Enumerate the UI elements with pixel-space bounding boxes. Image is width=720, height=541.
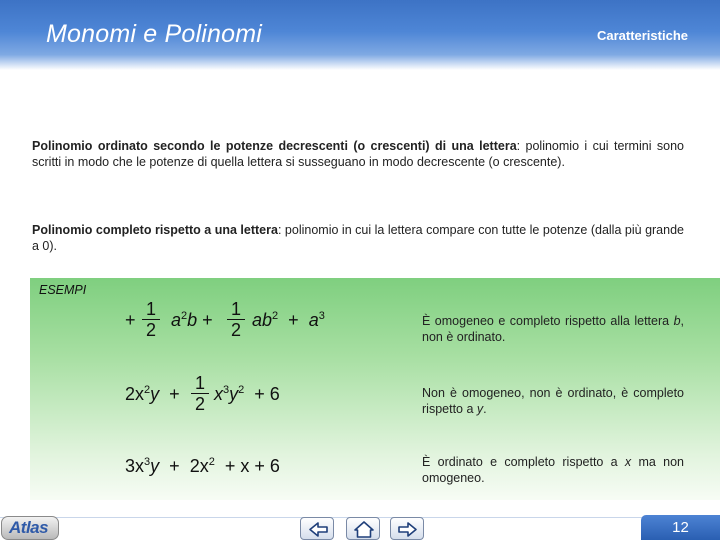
- header: [0, 0, 720, 70]
- definition-term: Polinomio completo rispetto a una lettera: [32, 223, 278, 237]
- definition-text: : polinomio i cui termini sono scritti in modo che le potenze di quella lettera si susseguano in modo decrescente (o crescente).: [32, 139, 684, 169]
- math-operator: +: [125, 310, 136, 330]
- arrow-left-icon: [301, 518, 335, 541]
- example-note: È omogeneo e completo rispetto alla lettera b, non è ordinato.: [422, 314, 684, 344]
- fraction-denominator: 2: [145, 320, 156, 340]
- fraction: [142, 300, 160, 341]
- fraction-denominator: 2: [230, 320, 241, 340]
- presentation-title: Monomi e Polinomi: [46, 20, 262, 48]
- fraction-numerator: 1: [230, 299, 241, 319]
- examples-panel: [30, 278, 720, 500]
- next-slide-button[interactable]: [390, 517, 424, 540]
- section-title: Caratteristiche: [596, 28, 688, 43]
- math-term: $x^3y^2 + 6$: [214, 384, 280, 404]
- fraction-numerator: 1: [145, 299, 156, 319]
- fraction: [227, 300, 245, 341]
- math-term: $ab^2 + a^3$: [252, 310, 325, 330]
- previous-slide-button[interactable]: [300, 517, 334, 540]
- home-button[interactable]: [346, 517, 380, 540]
- math-term: $3x^3y + 2x^2 + x + 6$: [125, 456, 280, 476]
- fraction-numerator: 1: [194, 373, 205, 393]
- definition-ordered: [32, 139, 684, 170]
- example-note: È ordinato e completo rispetto a x ma non omogeneo.: [422, 455, 684, 485]
- arrow-right-icon: [391, 518, 425, 541]
- atlas-logo[interactable]: [1, 516, 59, 540]
- definition-complete: [32, 223, 684, 254]
- math-term: $2x^2y$ +: [125, 384, 180, 404]
- examples-label: ESEMPI: [39, 283, 87, 297]
- math-term: $a^2b$ +: [171, 310, 213, 330]
- definition-text: : polinomio in cui la lettera compare con tutte le potenze (dalla più grande a 0).: [32, 223, 684, 253]
- logo-text: Atlas: [9, 518, 49, 537]
- home-icon: [347, 518, 381, 541]
- fraction: [191, 374, 209, 415]
- page-number: 12: [672, 519, 689, 536]
- fraction-denominator: 2: [194, 394, 205, 414]
- page-number-badge: [641, 515, 720, 540]
- example-note: Non è omogeneo, non è ordinato, è completo rispetto a y.: [422, 386, 684, 416]
- definition-term: Polinomio ordinato secondo le potenze decrescenti (o crescenti) di una lettera: [32, 139, 517, 153]
